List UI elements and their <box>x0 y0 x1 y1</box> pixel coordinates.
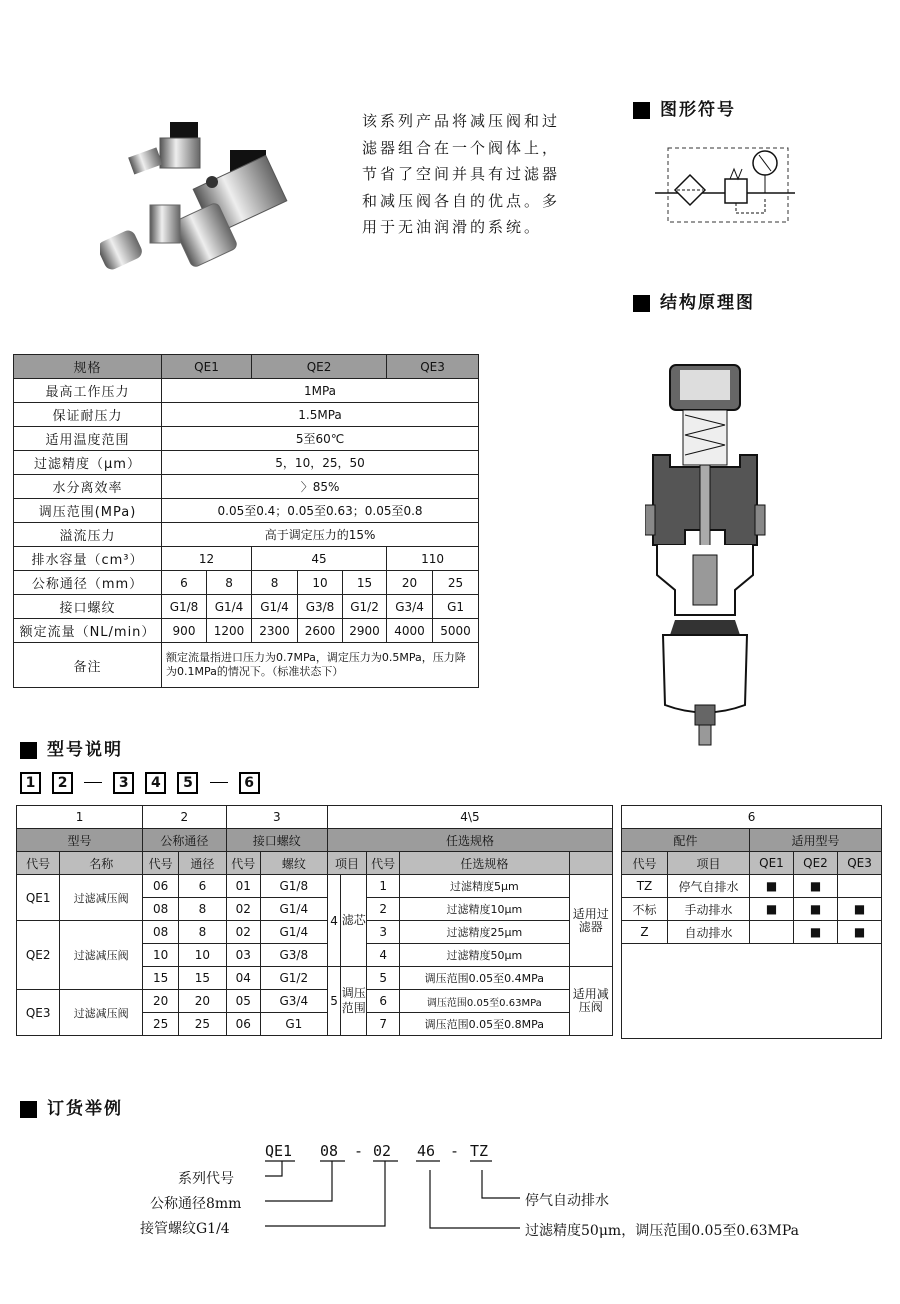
option-code: 5 <box>367 967 400 990</box>
group-header: 适用型号 <box>750 829 882 852</box>
model-code: QE2 <box>17 921 60 990</box>
acc-mark: ■ <box>750 898 794 921</box>
acc-code: TZ <box>622 875 668 898</box>
acc-mark: ■ <box>794 921 838 944</box>
product-photo <box>100 110 300 280</box>
acc-mark: ■ <box>750 875 794 898</box>
acc-code: 不标 <box>622 898 668 921</box>
model-name: 过滤减压阀 <box>60 921 143 990</box>
thread-value: G1/8 <box>260 875 327 898</box>
bullet-square-icon <box>20 742 37 759</box>
bore-value: 8 <box>179 898 227 921</box>
thread-code: 04 <box>226 967 260 990</box>
order-label-thread: 接管螺纹G1/4 <box>140 1221 230 1237</box>
spec-cell: G1/4 <box>252 595 298 619</box>
option-code: 2 <box>367 898 400 921</box>
group-number: 4\5 <box>327 806 612 829</box>
thread-value: G3/8 <box>260 944 327 967</box>
group-number: 6 <box>622 806 882 829</box>
spec-row-value: 高于调定压力的15% <box>162 523 479 547</box>
spec-cell: 110 <box>387 547 479 571</box>
option-label: 过滤精度10μm <box>400 898 569 921</box>
spec-header-qe3: QE3 <box>387 355 479 379</box>
spec-cell: G1/2 <box>343 595 387 619</box>
spec-cell: 12 <box>162 547 252 571</box>
thread-code: 02 <box>226 898 260 921</box>
acc-mark <box>750 921 794 944</box>
bore-code: 08 <box>143 921 179 944</box>
bullet-square-icon <box>20 1101 37 1118</box>
order-code-part-5: TZ <box>470 1142 489 1160</box>
group-header: 任选规格 <box>327 829 612 852</box>
accessory-table <box>621 805 882 1039</box>
spec-note: 额定流量指进口压力为0.7MPa，调定压力为0.5MPa，压力降为0.1MPa的情况下。（标准状态下） <box>162 643 479 688</box>
order-label-options: 过滤精度50μm，调压范围0.05至0.63MPa <box>525 1223 800 1239</box>
acc-mark: ■ <box>794 875 838 898</box>
thread-value: G1/2 <box>260 967 327 990</box>
group-number: 1 <box>17 806 143 829</box>
sub-header: 代号 <box>143 852 179 875</box>
spec-cell: 1200 <box>207 619 252 643</box>
order-label-bore: 公称通径8mm <box>150 1196 242 1212</box>
structure-diagram <box>645 355 775 750</box>
section-order: 订货举例 <box>20 1094 123 1119</box>
spec-cell: 4000 <box>387 619 433 643</box>
order-label-series: 系列代号 <box>178 1171 234 1187</box>
spec-cell: 2900 <box>343 619 387 643</box>
spec-cell: 5000 <box>433 619 479 643</box>
bullet-square-icon <box>633 102 650 119</box>
acc-empty-area <box>622 944 882 1039</box>
spec-row-label: 最高工作压力 <box>14 379 162 403</box>
spec-row-label: 接口螺纹 <box>14 595 162 619</box>
option-code: 3 <box>367 921 400 944</box>
sub-header: QE1 <box>750 852 794 875</box>
sub-header: 代号 <box>17 852 60 875</box>
acc-item: 停气自排水 <box>668 875 750 898</box>
spec-cell: 25 <box>433 571 479 595</box>
code-box: 4 <box>145 772 166 794</box>
bore-code: 20 <box>143 990 179 1013</box>
bore-code: 25 <box>143 1013 179 1036</box>
spec-header-label: 规格 <box>14 355 162 379</box>
item-number: 4 <box>327 875 340 967</box>
spec-row-value: 5至60℃ <box>162 427 479 451</box>
sub-header: 通径 <box>179 852 227 875</box>
section-structure: 结构原理图 <box>633 288 755 313</box>
option-code: 1 <box>367 875 400 898</box>
spec-cell: 2600 <box>298 619 343 643</box>
thread-code: 05 <box>226 990 260 1013</box>
spec-table <box>13 354 479 688</box>
spec-cell: G1/4 <box>207 595 252 619</box>
bore-value: 10 <box>179 944 227 967</box>
apply-note: 适用减压阀 <box>569 967 612 1036</box>
thread-code: 01 <box>226 875 260 898</box>
item-number: 5 <box>327 967 340 1036</box>
spec-cell: 45 <box>252 547 387 571</box>
model-code: QE3 <box>17 990 60 1036</box>
bore-code: 08 <box>143 898 179 921</box>
model-name: 过滤减压阀 <box>60 990 143 1036</box>
group-header: 配件 <box>622 829 750 852</box>
thread-value: G1/4 <box>260 898 327 921</box>
pneumatic-symbol <box>655 145 795 225</box>
order-separator: - <box>354 1142 364 1160</box>
section-symbol: 图形符号 <box>633 95 736 120</box>
option-label: 过滤精度25μm <box>400 921 569 944</box>
item-name: 调压范围 <box>341 967 367 1036</box>
order-separator: - <box>450 1142 460 1160</box>
sub-header: QE2 <box>794 852 838 875</box>
model-name: 过滤减压阀 <box>60 875 143 921</box>
spec-cell: 8 <box>252 571 298 595</box>
intro-text: 该系列产品将减压阀和过滤器组合在一个阀体上，节省了空间并具有过滤器和减压阀各自的优点。多用于无油润滑的系统。 <box>362 112 561 236</box>
bullet-square-icon <box>633 295 650 312</box>
code-box: 5 <box>177 772 198 794</box>
spec-cell: G3/8 <box>298 595 343 619</box>
group-header: 公称通径 <box>143 829 227 852</box>
bore-code: 10 <box>143 944 179 967</box>
spec-cell: 10 <box>298 571 343 595</box>
thread-value: G1/4 <box>260 921 327 944</box>
order-leader-lines <box>250 1158 520 1243</box>
spec-row-label: 溢流压力 <box>14 523 162 547</box>
sub-header: QE3 <box>838 852 882 875</box>
thread-code: 06 <box>226 1013 260 1036</box>
sub-header <box>569 852 612 875</box>
code-box: 2 <box>52 772 73 794</box>
spec-cell: 2300 <box>252 619 298 643</box>
apply-note: 适用过滤器 <box>569 875 612 967</box>
bore-code: 15 <box>143 967 179 990</box>
option-label: 调压范围0.05至0.4MPa <box>400 967 569 990</box>
code-box: 3 <box>113 772 134 794</box>
option-code: 6 <box>367 990 400 1013</box>
thread-code: 02 <box>226 921 260 944</box>
sub-header: 项目 <box>668 852 750 875</box>
bore-value: 25 <box>179 1013 227 1036</box>
bore-value: 8 <box>179 921 227 944</box>
sub-header: 任选规格 <box>400 852 569 875</box>
sub-header: 代号 <box>226 852 260 875</box>
order-code-part-4: 46 <box>417 1142 436 1160</box>
option-code: 7 <box>367 1013 400 1036</box>
spec-cell: G1 <box>433 595 479 619</box>
code-dash <box>84 782 102 783</box>
spec-header-qe2: QE2 <box>252 355 387 379</box>
order-code-part-3: 02 <box>373 1142 392 1160</box>
spec-row-label: 保证耐压力 <box>14 403 162 427</box>
bore-value: 20 <box>179 990 227 1013</box>
code-box: 1 <box>20 772 41 794</box>
code-pattern <box>20 772 260 794</box>
sub-header: 项目 <box>327 852 366 875</box>
spec-row-label: 过滤精度（μm） <box>14 451 162 475</box>
spec-row-label: 水分离效率 <box>14 475 162 499</box>
model-table <box>16 805 613 1036</box>
acc-item: 手动排水 <box>668 898 750 921</box>
acc-item: 自动排水 <box>668 921 750 944</box>
thread-code: 03 <box>226 944 260 967</box>
spec-cell: G1/8 <box>162 595 207 619</box>
group-header: 型号 <box>17 829 143 852</box>
code-dash <box>210 782 228 783</box>
acc-code: Z <box>622 921 668 944</box>
spec-cell: 6 <box>162 571 207 595</box>
spec-row-value: 5，10，25，50 <box>162 451 479 475</box>
spec-cell: G3/4 <box>387 595 433 619</box>
order-label-drain: 停气自动排水 <box>525 1193 609 1209</box>
option-label: 调压范围0.05至0.63MPa <box>400 990 569 1013</box>
thread-value: G3/4 <box>260 990 327 1013</box>
spec-row-value: 0.05至0.4；0.05至0.63；0.05至0.8 <box>162 499 479 523</box>
spec-row-label: 调压范围(MPa) <box>14 499 162 523</box>
order-code-part-1: QE1 <box>265 1142 293 1160</box>
section-model: 型号说明 <box>20 735 123 760</box>
spec-cell: 900 <box>162 619 207 643</box>
spec-row-label: 排水容量（cm³） <box>14 547 162 571</box>
bore-code: 06 <box>143 875 179 898</box>
code-box: 6 <box>239 772 260 794</box>
bore-value: 15 <box>179 967 227 990</box>
model-code: QE1 <box>17 875 60 921</box>
spec-row-label: 公称通径（mm） <box>14 571 162 595</box>
group-header: 接口螺纹 <box>226 829 327 852</box>
sub-header: 螺纹 <box>260 852 327 875</box>
acc-mark <box>838 875 882 898</box>
group-number: 2 <box>143 806 227 829</box>
item-name: 滤芯 <box>341 875 367 967</box>
option-code: 4 <box>367 944 400 967</box>
spec-row-value: 〉85% <box>162 475 479 499</box>
spec-cell: 20 <box>387 571 433 595</box>
spec-cell: 8 <box>207 571 252 595</box>
spec-cell: 15 <box>343 571 387 595</box>
sub-header: 代号 <box>622 852 668 875</box>
thread-value: G1 <box>260 1013 327 1036</box>
spec-row-label: 额定流量（NL/min） <box>14 619 162 643</box>
acc-mark: ■ <box>838 898 882 921</box>
spec-row-label: 备注 <box>14 643 162 688</box>
spec-header-qe1: QE1 <box>162 355 252 379</box>
order-code-part-2: 08 <box>320 1142 339 1160</box>
sub-header: 代号 <box>367 852 400 875</box>
bore-value: 6 <box>179 875 227 898</box>
spec-row-label: 适用温度范围 <box>14 427 162 451</box>
spec-row-value: 1.5MPa <box>162 403 479 427</box>
acc-mark: ■ <box>838 921 882 944</box>
acc-mark: ■ <box>794 898 838 921</box>
option-label: 调压范围0.05至0.8MPa <box>400 1013 569 1036</box>
group-number: 3 <box>226 806 327 829</box>
option-label: 过滤精度50μm <box>400 944 569 967</box>
spec-row-value: 1MPa <box>162 379 479 403</box>
sub-header: 名称 <box>60 852 143 875</box>
option-label: 过滤精度5μm <box>400 875 569 898</box>
